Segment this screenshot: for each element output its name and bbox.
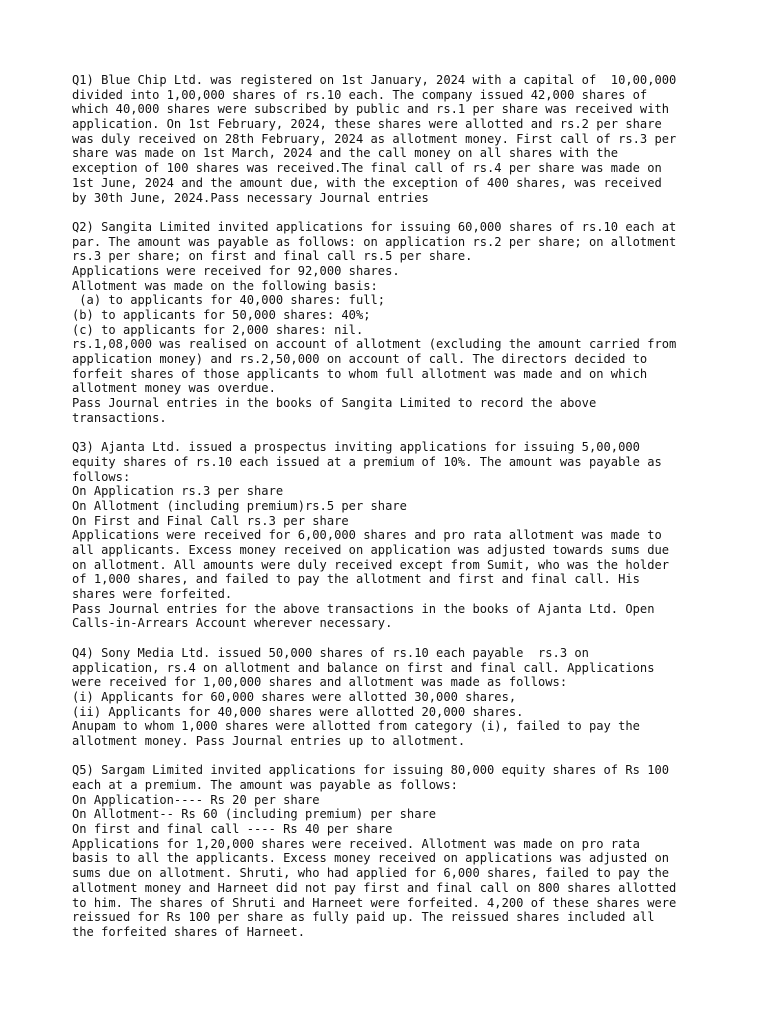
question-text-line: Q1) Blue Chip Ltd. was registered on 1st January, 2024 with a capital of 10,00,000 — [72, 73, 677, 87]
question-text-line: 1st June, 2024 and the amount due, with the exception of 400 shares, was received — [72, 175, 662, 190]
question-text-line: On first and final call ---- Rs 40 per share — [72, 822, 393, 837]
question-text-line: application. On 1st February, 2024, these shares were allotted and rs.2 per share — [72, 117, 662, 132]
question-text-line: Calls-in-Arrears Account wherever necessary. — [72, 616, 393, 631]
question-text-line: which 40,000 shares were subscribed by public and rs.1 per share was received with — [72, 102, 670, 117]
question-text-line: On Allotment (including premium)rs.5 per share — [72, 498, 407, 513]
question-text-line: rs.1,08,000 was realised on account of allotment (excluding the amount carried from — [72, 337, 677, 352]
question-text-line: par. The amount was payable as follows: on application rs.2 per share; on allotment — [72, 234, 677, 249]
question-text-line: was duly received on 28th February, 2024 as allotment money. First call of rs.3 per — [72, 131, 677, 146]
question-text-line: On Application rs.3 per share — [72, 484, 284, 499]
question-text-line: application, rs.4 on allotment and balance on first and final call. Applications — [72, 660, 655, 675]
question-text-line: equity shares of rs.10 each issued at a premium of 10%. The amount was payable as — [72, 454, 662, 469]
question-block-q2 — [72, 220, 712, 426]
question-text-line: were received for 1,00,000 shares and allotment was made as follows: — [72, 675, 568, 690]
question-text-line: (b) to applicants for 50,000 shares: 40%; — [72, 308, 371, 322]
question-text-line: to him. The shares of Shruti and Harneet were forfeited. 4,200 of these shares were — [72, 895, 677, 910]
question-text-line: of 1,000 shares, and failed to pay the allotment and first and final call. His — [72, 572, 640, 587]
question-text-line: each at a premium. The amount was payable as follows: — [72, 778, 458, 792]
question-text-line: (i) Applicants for 60,000 shares were allotted 30,000 shares, — [72, 689, 517, 704]
question-text-line: Anupam to whom 1,000 shares were allotted from category (i), failed to pay the — [72, 719, 640, 734]
question-text-line: On Application---- Rs 20 per share — [72, 792, 320, 807]
question-text-line: allotment money was overdue. — [72, 381, 276, 396]
question-text-line: Allotment was made on the following basis: — [72, 278, 378, 293]
question-text-line: Applications for 1,20,000 shares were received. Allotment was made on pro rata — [72, 836, 640, 851]
document-page — [72, 73, 712, 954]
question-text-line: allotment money. Pass Journal entries up to allotment. — [72, 733, 466, 748]
question-text-line: divided into 1,00,000 shares of rs.10 each. The company issued 42,000 shares of — [72, 87, 648, 102]
question-text-line: Applications were received for 92,000 shares. — [72, 263, 400, 278]
question-text-line: basis to all the applicants. Excess money received on applications was adjusted on — [72, 851, 670, 866]
question-text-line: Q4) Sony Media Ltd. issued 50,000 shares of rs.10 each payable rs.3 on — [72, 645, 589, 660]
question-text-line: Pass Journal entries in the books of Sangita Limited to record the above — [72, 396, 597, 411]
question-text-line: rs.3 per share; on first and final call rs.5 per share. — [72, 249, 473, 264]
question-text-line: reissued for Rs 100 per share as fully paid up. The reissued shares included all — [72, 910, 655, 925]
question-text-line: application money) and rs.2,50,000 on account of call. The directors decided to — [72, 352, 648, 367]
question-block-q5 — [72, 763, 712, 939]
question-block-q1 — [72, 73, 712, 205]
question-text-line: exception of 100 shares was received.The final call of rs.4 per share was made on — [72, 161, 662, 176]
question-block-q3 — [72, 440, 712, 631]
question-text-line: follows: — [72, 469, 131, 484]
question-text-line: (ii) Applicants for 40,000 shares were allotted 20,000 shares. — [72, 704, 524, 719]
question-text-line: Q2) Sangita Limited invited applications for issuing 60,000 shares of rs.10 each at — [72, 219, 677, 234]
question-text-line: allotment money and Harneet did not pay first and final call on 800 shares allotted — [72, 880, 677, 895]
question-text-line: Q5) Sargam Limited invited applications for issuing 80,000 equity shares of Rs 100 — [72, 763, 670, 778]
question-block-q4 — [72, 646, 712, 749]
question-text-line: Applications were received for 6,00,000 shares and pro rata allotment was made to — [72, 528, 662, 543]
question-text-line: Pass Journal entries for the above transactions in the books of Ajanta Ltd. Open — [72, 601, 655, 616]
question-text-line: on allotment. All amounts were duly received except from Sumit, who was the holder — [72, 557, 670, 572]
question-text-line: forfeit shares of those applicants to whom full allotment was made and on which — [72, 366, 648, 381]
question-text-line: (c) to applicants for 2,000 shares: nil. — [72, 322, 364, 337]
question-text-line: the forfeited shares of Harneet. — [72, 924, 305, 939]
question-text-line: transactions. — [72, 410, 167, 425]
question-text-line: (a) to applicants for 40,000 shares: full; — [72, 293, 386, 308]
question-text-line: Q3) Ajanta Ltd. issued a prospectus inviting applications for issuing 5,00,000 — [72, 440, 640, 455]
question-text-line: all applicants. Excess money received on application was adjusted towards sums due — [72, 543, 670, 557]
question-text-line: On First and Final Call rs.3 per share — [72, 513, 349, 528]
question-text-line: share was made on 1st March, 2024 and the call money on all shares with the — [72, 146, 619, 161]
question-text-line: sums due on allotment. Shruti, who had applied for 6,000 shares, failed to pay the — [72, 866, 670, 881]
question-text-line: by 30th June, 2024.Pass necessary Journal entries — [72, 190, 429, 205]
question-text-line: shares were forfeited. — [72, 587, 233, 602]
question-text-line: On Allotment-- Rs 60 (including premium) per share — [72, 807, 437, 822]
